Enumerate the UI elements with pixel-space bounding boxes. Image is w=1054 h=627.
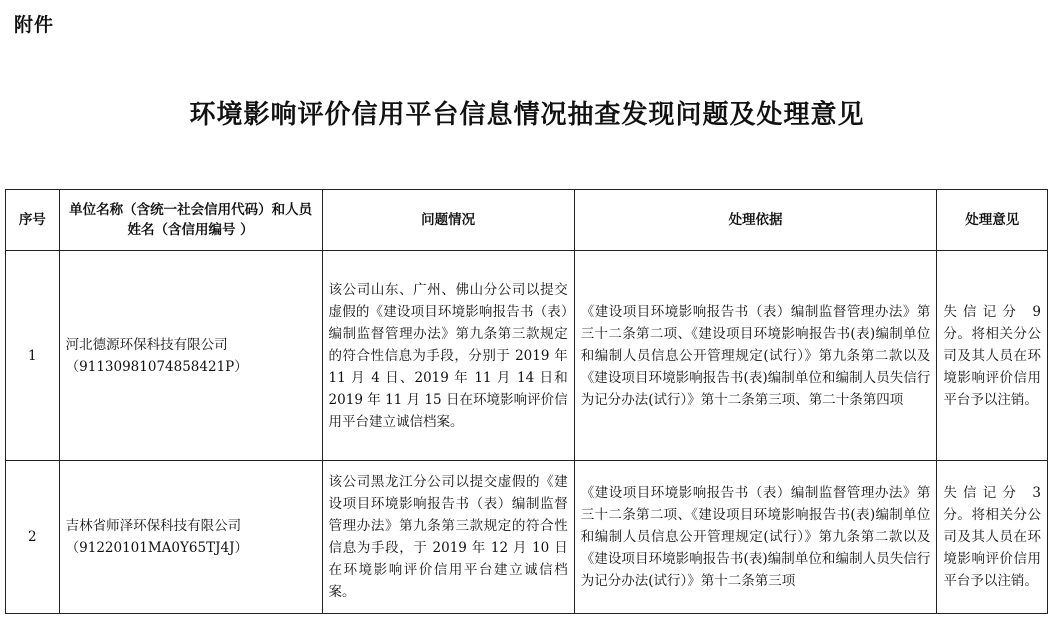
row-number: 1 [6,251,60,461]
issue-cell: 该公司山东、广州、佛山分公司以提交虚假的《建设项目环境影响报告书（表）编制监督管理办法》第九条第三款规定的符合性信息为手段，分别于 2019 年 11 月 4 日、2019 年 11 月 14 日和 2019 年 11 月 15 日在环境影响评价信用平台建立诚信档案。 [322,251,574,461]
column-header-issue: 问题情况 [322,190,574,251]
findings-table [5,189,1048,614]
unit-name: 吉林省师泽环保科技有限公司 [65,518,242,534]
unit-credit-code: （91220101MA0Y65TJ4J） [65,540,249,556]
column-header-opinion: 处理意见 [937,190,1048,251]
table-row [6,251,1048,461]
table-row [6,461,1048,614]
opinion-cell: 失信记分 3 分。将相关分公司及其人员在环境影响评价信用平台予以注销。 [937,461,1048,614]
unit-name: 河北德源环保科技有限公司 [65,336,228,353]
table-header-row [6,190,1048,251]
row-number: 2 [6,461,60,614]
column-header-no: 序号 [6,190,60,251]
issue-cell: 该公司黑龙江分公司以提交虚假的《建设项目环境影响报告书（表）编制监督管理办法》第九条第三款规定的符合性信息为手段，于 2019 年 12 月 10 日在环境影响评价信用平台建立诚信档案。 [322,461,574,614]
unit-cell [59,461,322,614]
basis-cell: 《建设项目环境影响报告书（表）编制监督管理办法》第三十二条第二项、《建设项目环境影响报告书(表)编制单位和编制人员信息公开管理规定(试行）》第九条第二款以及《建设项目环境影响报告书(表)编制单位和编制人员失信行为记分办法(试行）》第十二条第三项、第二十条第四项 [574,251,937,461]
document-title: 环境影响评价信用平台信息情况抽查发现问题及处理意见 [189,100,865,130]
unit-credit-code: （91130981074858421P） [65,358,248,375]
unit-cell [59,251,322,461]
column-header-basis: 处理依据 [574,190,937,251]
basis-cell: 《建设项目环境影响报告书（表）编制监督管理办法》第三十二条第二项、《建设项目环境影响报告书(表)编制单位和编制人员信息公开管理规定(试行）》第九条第二款以及《建设项目环境影响报告书(表)编制单位和编制人员失信行为记分办法(试行）》第十二条第三项 [574,461,937,614]
attachment-label: 附件 [14,14,55,36]
column-header-unit: 单位名称（含统一社会信用代码）和人员姓名（含信用编号 ） [59,190,322,251]
opinion-cell: 失信记分 9 分。将相关分公司及其人员在环境影响评价信用平台予以注销。 [937,251,1048,461]
